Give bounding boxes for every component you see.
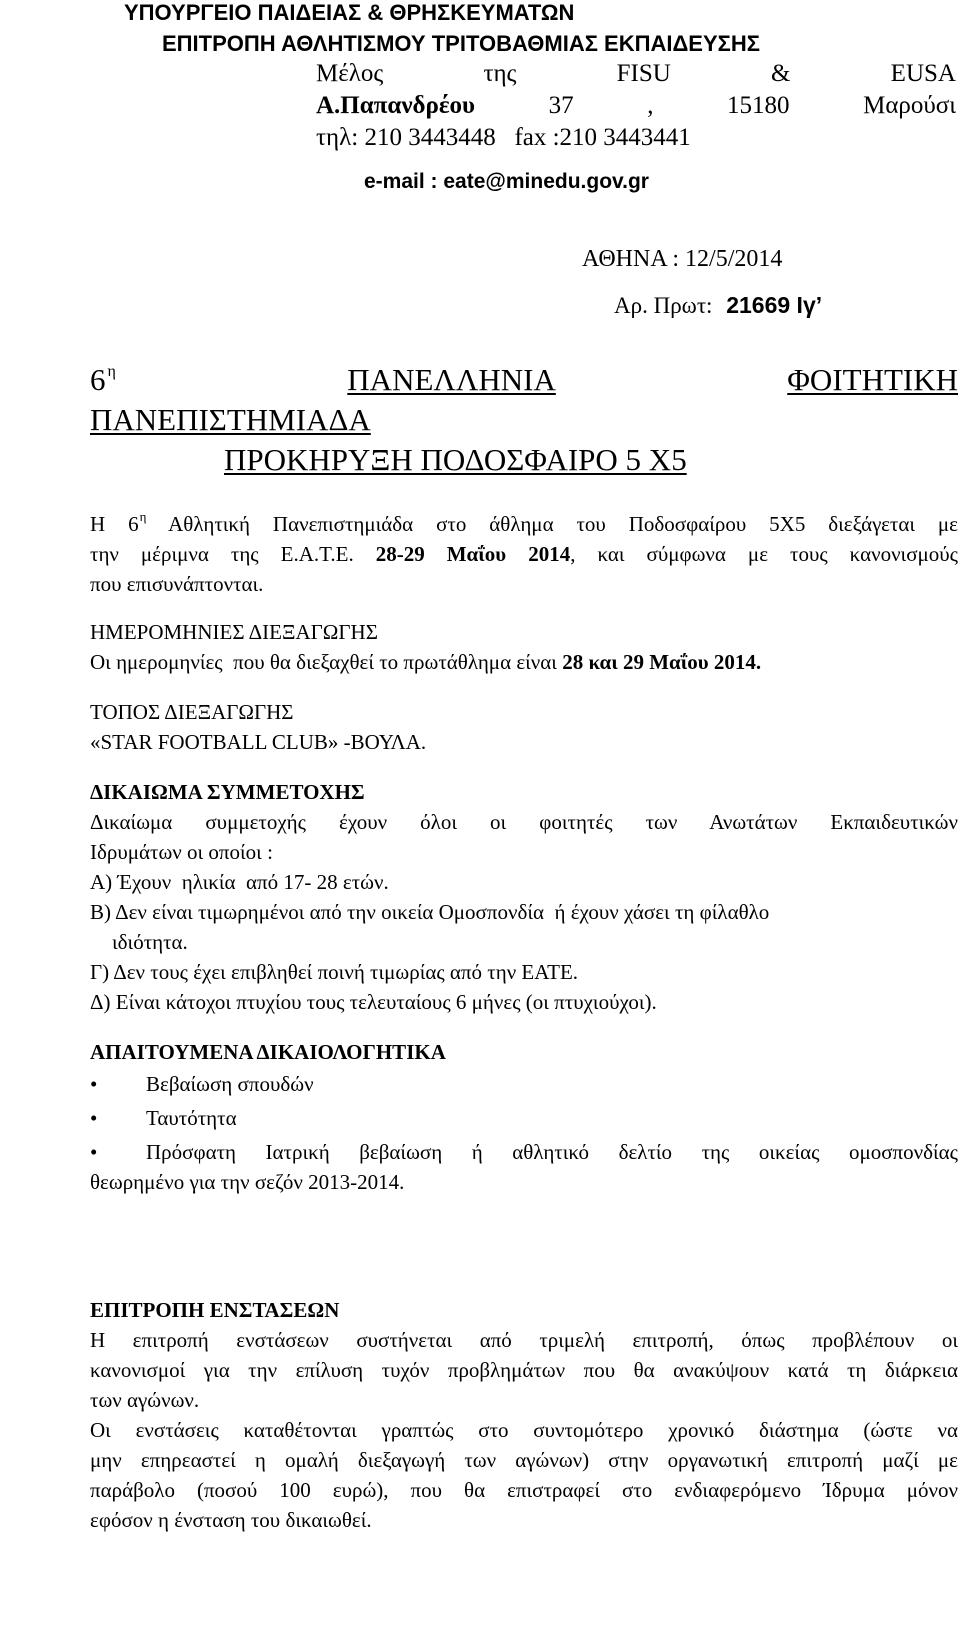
dates-heading: ΗΜΕΡΟΜΗΝΙΕΣ ΔΙΕΞΑΓΩΓΗΣ xyxy=(90,620,378,644)
member-word: FISU xyxy=(616,60,671,87)
address-postcode: 15180 xyxy=(727,92,790,119)
bullet-icon: • xyxy=(90,1106,98,1130)
bullet-icon: • xyxy=(90,1072,98,1096)
objections-p1-line-1: Η επιτροπή ενστάσεων συστήνεται από τριμελή επιτροπή, όπως προβλέπουν οι xyxy=(90,1328,958,1352)
eligibility-item-d: Δ) Είναι κάτοχοι πτυχίου τους τελευταίους 6 μήνες (οι πτυχιούχοι). xyxy=(90,990,657,1014)
intro-line-2: την μέριμνα της Ε.Α.Τ.Ε. 28-29 Μαΐου 2014, και σύμφωνα με τους κανονισμούς xyxy=(90,542,959,566)
documents-item-cont: θεωρημένο για την σεζόν 2013-2014. xyxy=(90,1170,405,1194)
email-line: e-mail : eate@minedu.gov.gr xyxy=(364,170,649,193)
eligibility-item-b: Β) Δεν είναι τιμωρημένοι από την οικεία Ομοσπονδία ή έχουν χάσει τη φίλαθλο xyxy=(90,900,770,924)
intro-line-1: Η $6^\eta$ Αθλητική Πανεπιστημιάδα στο άθλημα του Ποδοσφαίρου 5Χ5 διεξάγεται με xyxy=(90,509,958,536)
objections-p2-line-4: εφόσον η ένσταση του δικαιωθεί. xyxy=(90,1508,372,1532)
address-street: Α.Παπανδρέου xyxy=(316,92,476,119)
eligibility-item-b-cont: ιδιότητα. xyxy=(112,930,188,954)
committee-heading: ΕΠΙΤΡΟΠΗ ΑΘΛΗΤΙΣΜΟΥ ΤΡΙΤΟΒΑΘΜΙΑΣ ΕΚΠΑΙΔΕΥΣΗΣ xyxy=(162,31,760,56)
venue-text: «STAR FOOTBALL CLUB» -ΒΟΥΛΑ. xyxy=(90,730,427,754)
protocol-line xyxy=(614,292,822,319)
dates-text: Οι ημερομηνίες που θα διεξαχθεί το πρωτάθλημα είναι 28 και 29 Μαΐου 2014. xyxy=(90,650,762,674)
venue-heading: ΤΟΠΟΣ ΔΙΕΞΑΓΩΓΗΣ xyxy=(90,700,294,724)
objections-p2-line-1: Οι ενστάσεις καταθέτονται γραπτώς στο συντομότερο χρονικό διάστημα (ώστε να xyxy=(90,1418,958,1442)
ministry-heading: ΥΠΟΥΡΓΕΙΟ ΠΑΙΔΕΙΑΣ & ΘΡΗΣΚΕΥΜΑΤΩΝ xyxy=(124,0,575,25)
member-word: Μέλος xyxy=(316,60,384,87)
documents-item: • Πρόσφατη Ιατρική βεβαίωση ή αθλητικό δελτίο της οικείας ομοσπονδίας xyxy=(90,1140,958,1164)
member-line xyxy=(316,60,956,88)
title-line-2: ΠΑΝΕΠΙΣΤΗΜΙΑΔΑ xyxy=(90,402,371,437)
eligibility-heading: ΔΙΚΑΙΩΜΑ ΣΥΜΜΕΤΟΧΗΣ xyxy=(90,780,365,804)
intro-line-3: που επισυνάπτονται. xyxy=(90,572,264,596)
address-number: 37 xyxy=(548,92,574,119)
address-comma: , xyxy=(647,92,654,119)
title-ordinal: 6 $^\eta$ xyxy=(90,362,116,397)
documents-heading: ΑΠΑΙΤΟΥΜΕΝΑ ΔΙΚΑΙΟΛΟΓΗΤΙΚΑ xyxy=(90,1040,446,1064)
objections-heading: ΕΠΙΤΡΟΠΗ ΕΝΣΤΑΣΕΩΝ xyxy=(90,1298,340,1322)
objections-p1-line-3: των αγώνων. xyxy=(90,1388,200,1412)
title-line-1 xyxy=(90,362,958,398)
objections-p1-line-2: κανονισμοί για την επίλυση τυχόν προβλημάτων που θα ανακύψουν κατά τη διάρκεια xyxy=(90,1358,958,1382)
eligibility-item-a: Α) Έχουν ηλικία από 17- 28 ετών. xyxy=(90,870,389,894)
protocol-number: 21669 Ιγ’ xyxy=(726,292,823,318)
member-word: & xyxy=(771,60,791,87)
objections-p2-line-2: μην επηρεαστεί η ομαλή διεξαγωγή των αγώνων) στην οργανωτική επιτροπή μαζί με xyxy=(90,1448,958,1472)
eligibility-item-c: Γ) Δεν τους έχει επιβληθεί ποινή τιμωρίας από την ΕΑΤΕ. xyxy=(90,960,579,984)
protocol-label: Αρ. Πρωτ: xyxy=(614,293,713,318)
documents-item: • Βεβαίωση σπουδών xyxy=(90,1072,314,1096)
eligibility-line-2: Ιδρυμάτων οι οποίοι : xyxy=(90,840,273,864)
title-word-foititiki: ΦΟΙΤΗΤΙΚΗ xyxy=(787,362,958,397)
eligibility-line-1: Δικαίωμα συμμετοχής έχουν όλοι οι φοιτητές των Ανωτάτων Εκπαιδευτικών xyxy=(90,810,958,834)
objections-p2-line-3: παράβολο (ποσού 100 ευρώ), που θα επιστραφεί στο ενδιαφερόμενο Ίδρυμα μόνον xyxy=(90,1478,958,1502)
address-line xyxy=(316,92,956,120)
date-line: ΑΘΗΝΑ : 12/5/2014 xyxy=(582,246,783,272)
bullet-icon: • xyxy=(90,1140,98,1164)
member-word: της xyxy=(483,60,517,87)
title-word-panellinia: ΠΑΝΕΛΛΗΝΙΑ xyxy=(347,362,556,397)
title-line-3: ΠΡΟΚΗΡΥΞΗ ΠΟΔΟΣΦΑΙΡΟ 5 Χ5 xyxy=(224,442,687,477)
phone-fax-line: τηλ: 210 3443448 fax :210 3443441 xyxy=(316,124,691,151)
address-city: Μαρούσι xyxy=(863,92,956,119)
documents-item: • Ταυτότητα xyxy=(90,1106,237,1130)
member-word: EUSA xyxy=(890,60,956,87)
